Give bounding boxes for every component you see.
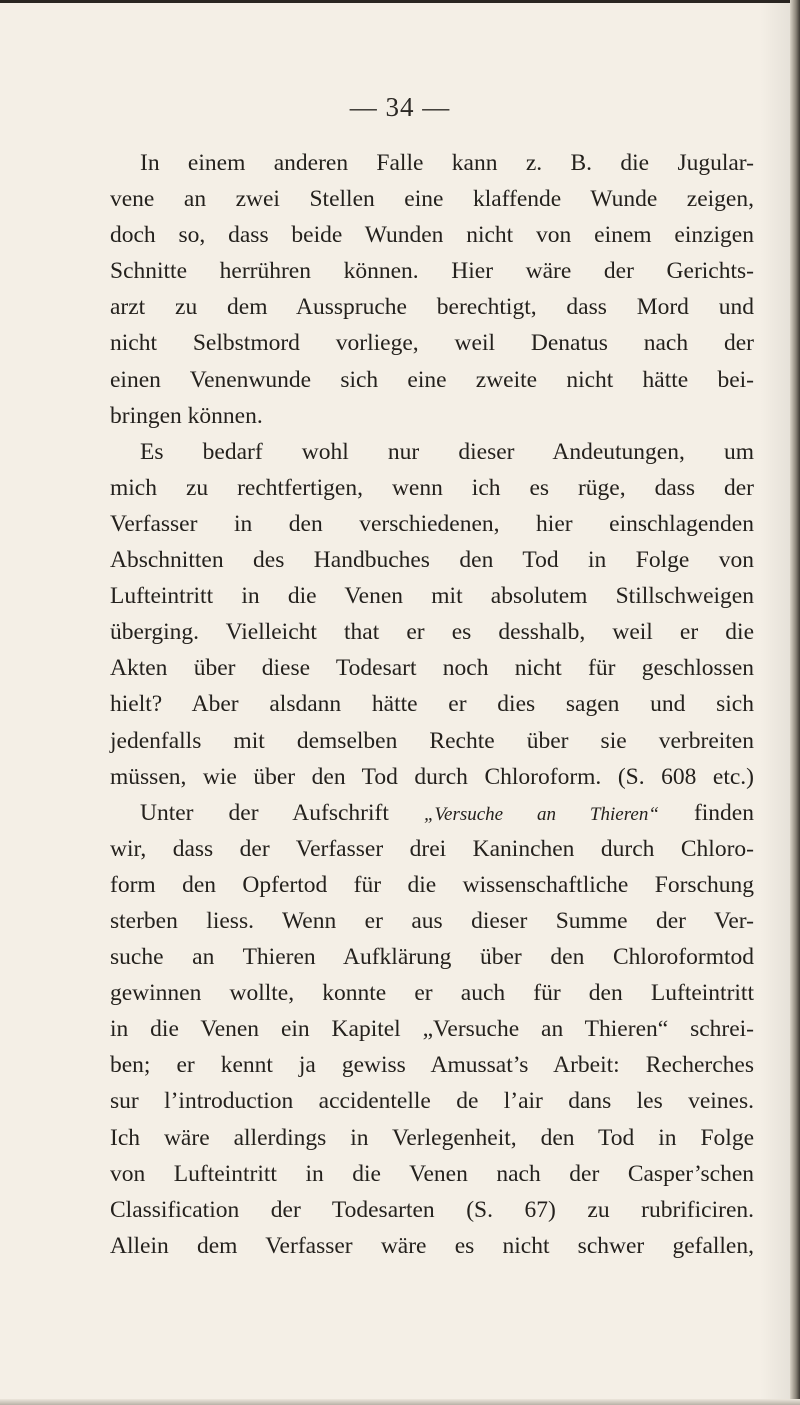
text-line: Es bedarf wohl nur dieser Andeutungen, um [140, 438, 754, 465]
text-line: jedenfalls mit demselben Rechte über sie verbreiten [110, 727, 754, 754]
text-line: nicht Selbstmord vorliege, weil Denatus nach der [110, 330, 754, 357]
text-line: In einem anderen Falle kann z. B. die Jugular- [140, 150, 754, 176]
text-line: Lufteintritt in die Venen mit absolutem Stillschweigen [110, 583, 754, 610]
body-text [110, 145, 754, 1264]
top-edge-rule [0, 0, 790, 3]
text-line: Abschnitten des Handbuches den Tod in Folge von [110, 547, 754, 574]
text-line: müssen, wie über den Tod durch Chloroform. (S. 608 etc.) [110, 763, 754, 790]
text-line: vene an zwei Stellen eine klaffende Wunde zeigen, [110, 186, 754, 213]
text-line: Akten über diese Todesart noch nicht für geschlossen [110, 655, 754, 682]
text-line: einen Venenwunde sich eine zweite nicht hätte bei- [110, 366, 754, 393]
text-line: überging. Vielleicht that er es desshalb, weil er die [110, 619, 754, 646]
text-line: mich zu rechtfertigen, wenn ich es rüge, dass der [110, 474, 754, 501]
text-fragment: Unter der Aufschrift [140, 799, 424, 826]
text-fragment: finden [658, 799, 754, 826]
text-line-with-italic [110, 795, 754, 831]
text-line: ben; er kennt ja gewiss Amussat’s Arbeit: Recherches [110, 1052, 754, 1079]
text-line: gewinnen wollte, konnte er auch für den Lufteintritt [110, 980, 754, 1007]
page-number: — 34 — [349, 92, 451, 122]
binding-shadow [760, 0, 790, 1405]
text-line: sur l’introduction accidentelle de l’air dans les veines. [110, 1088, 754, 1115]
text-line: wir, dass der Verfasser drei Kaninchen durch Chloro- [110, 835, 754, 862]
text-line: hielt? Aber alsdann hätte er dies sagen und sich [110, 691, 754, 718]
page-right-edge [790, 0, 800, 1405]
text-line: bringen können. [110, 402, 263, 429]
text-line: doch so, dass beide Wunden nicht von einem einzigen [110, 222, 754, 249]
text-line: von Lufteintritt in die Venen nach der Casper’schen [110, 1160, 754, 1187]
page-bottom-edge [0, 1399, 800, 1405]
text-line: sterben liess. Wenn er aus dieser Summe der Ver- [110, 907, 754, 934]
text-line: Schnitte herrühren können. Hier wäre der Gerichts- [110, 258, 754, 285]
text-line: Ich wäre allerdings in Verlegenheit, den Tod in Folge [110, 1124, 754, 1151]
text-line: form den Opfertod für die wissenschaftliche Forschung [110, 871, 754, 898]
text-line: Verfasser in den verschiedenen, hier einschlagenden [110, 510, 754, 537]
text-line: arzt zu dem Ausspruche berechtigt, dass Mord und [110, 294, 754, 321]
text-line: suche an Thieren Aufklärung über den Chloroformtod [110, 944, 754, 971]
text-line: Classification der Todesarten (S. 67) zu rubrificiren. [110, 1196, 754, 1223]
text-line: Allein dem Verfasser wäre es nicht schwer gefallen, [110, 1232, 754, 1259]
text-line: in die Venen ein Kapitel „Versuche an Thieren“ schrei- [110, 1016, 754, 1043]
italic-title: „Versuche an Thieren“ [423, 803, 659, 825]
